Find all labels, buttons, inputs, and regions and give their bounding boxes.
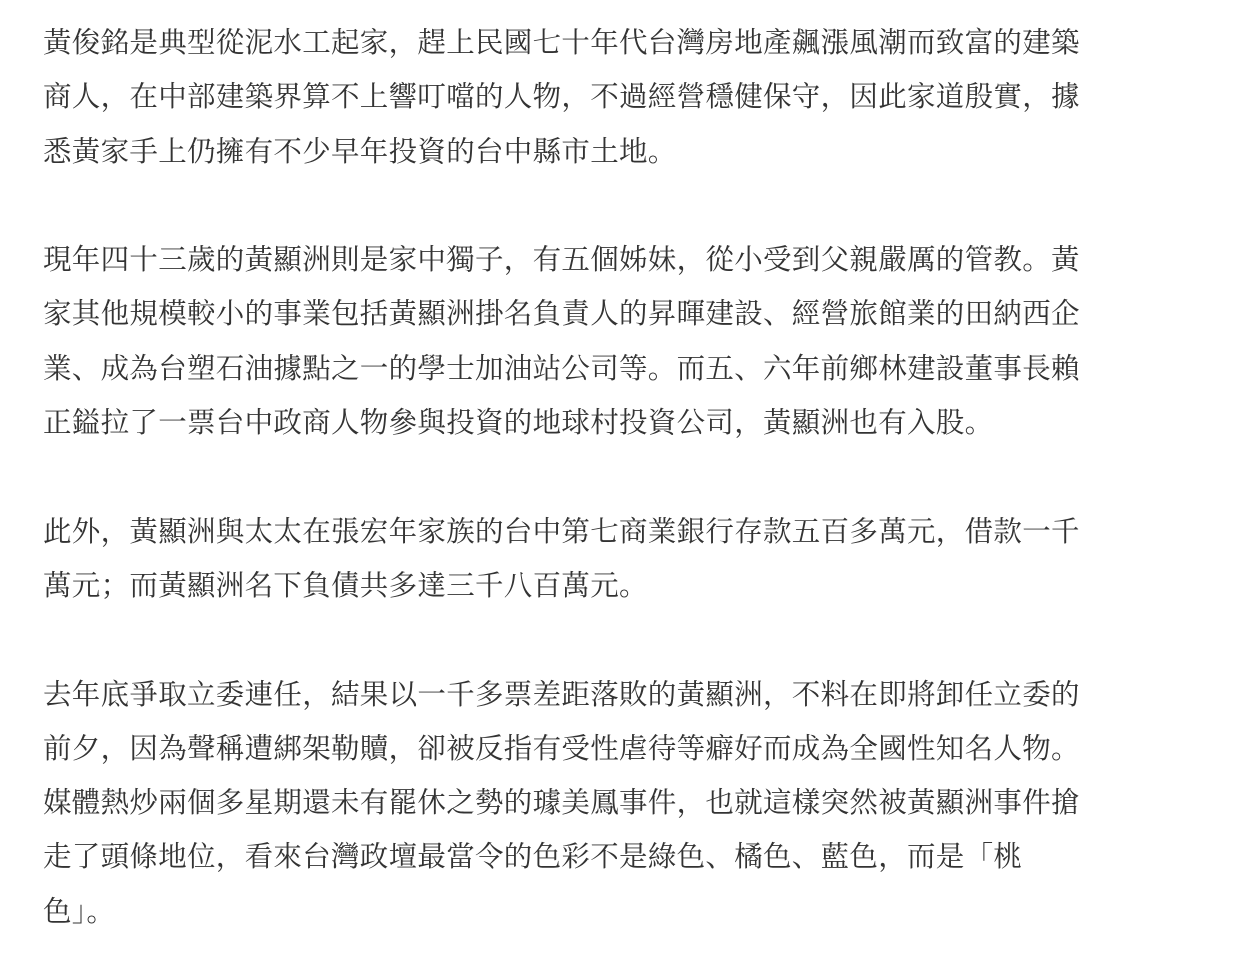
paragraph-line: 去年底爭取立委連任，結果以一千多票差距落敗的黃顯洲，不料在即將卸任立委的 xyxy=(43,677,1080,711)
paragraph-line: 現年四十三歲的黃顯洲則是家中獨子，有五個姊妹，從小受到父親嚴厲的管教。黃 xyxy=(43,243,1080,277)
article-body xyxy=(43,16,1203,939)
paragraph-line: 家其他規模較小的事業包括黃顯洲掛名負責人的昇暉建設、經營旅館業的田納西企 xyxy=(43,297,1080,331)
paragraph-line: 走了頭條地位，看來台灣政壇最當令的色彩不是綠色、橘色、藍色，而是「桃 xyxy=(43,840,1023,874)
paragraph-line: 業、成為台塑石油據點之一的學士加油站公司等。而五、六年前鄉林建設董事長賴 xyxy=(43,351,1080,385)
paragraph-2 xyxy=(43,233,1203,450)
paragraph-line: 媒體熱炒兩個多星期還未有罷休之勢的璩美鳳事件，也就這樣突然被黃顯洲事件搶 xyxy=(43,786,1080,820)
paragraph-4 xyxy=(43,668,1203,939)
paragraph-line: 萬元；而黃顯洲名下負債共多達三千八百萬元。 xyxy=(43,568,648,602)
paragraph-line: 商人，在中部建築界算不上響叮噹的人物，不過經營穩健保守，因此家道殷實，據 xyxy=(43,80,1080,114)
paragraph-1 xyxy=(43,16,1203,179)
paragraph-line: 悉黃家手上仍擁有不少早年投資的台中縣市土地。 xyxy=(43,134,677,168)
paragraph-line: 前夕，因為聲稱遭綁架勒贖，卻被反指有受性虐待等癖好而成為全國性知名人物。 xyxy=(43,731,1080,765)
paragraph-3 xyxy=(43,505,1203,614)
paragraph-line: 黃俊銘是典型從泥水工起家，趕上民國七十年代台灣房地產飆漲風潮而致富的建築 xyxy=(43,26,1080,59)
paragraph-line: 正鎰拉了一票台中政商人物參與投資的地球村投資公司，黃顯洲也有入股。 xyxy=(43,406,994,440)
paragraph-line: 色」。 xyxy=(43,894,116,928)
paragraph-line: 此外，黃顯洲與太太在張宏年家族的台中第七商業銀行存款五百多萬元，借款一千 xyxy=(43,514,1080,548)
